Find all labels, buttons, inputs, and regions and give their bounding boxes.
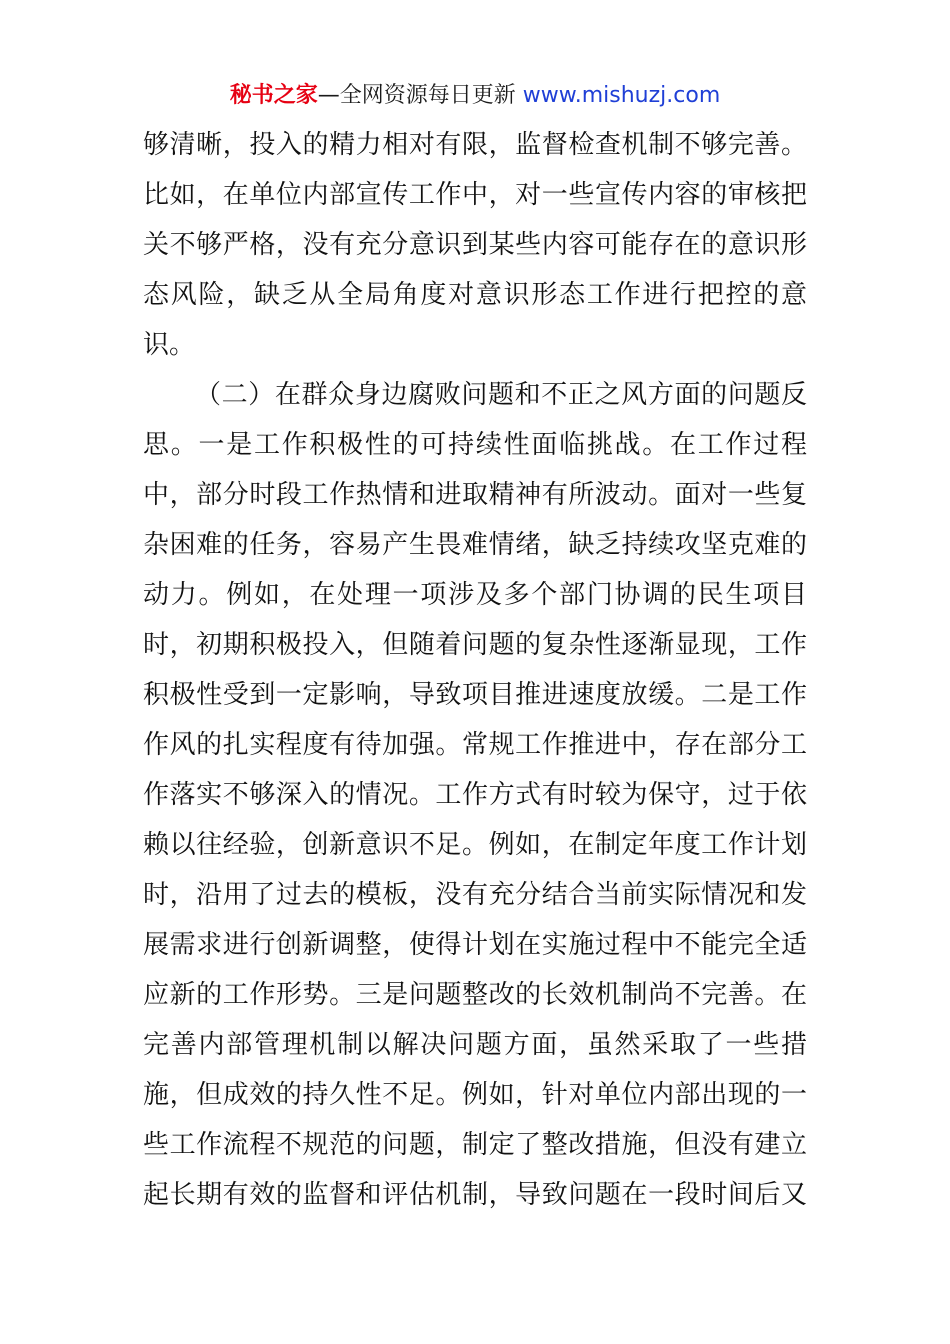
site-url-link[interactable]: www.mishuzj.com — [522, 83, 721, 108]
text-line: 中，部分时段工作热情和进取精神有所波动。面对一些复 — [143, 480, 807, 510]
text-line: 时，沿用了过去的模板，没有充分结合当前实际情况和发 — [143, 880, 807, 910]
text-line: 些工作流程不规范的问题，制定了整改措施，但没有建立 — [143, 1130, 807, 1160]
site-header — [0, 80, 950, 112]
text-line: 时，初期积极投入，但随着问题的复杂性逐渐显现，工作 — [143, 630, 807, 660]
section-heading-line: （二）在群众身边腐败问题和不正之风方面的问题反 — [195, 380, 807, 410]
text-line: 比如，在单位内部宣传工作中，对一些宣传内容的审核把 — [143, 180, 807, 210]
text-line: 思。一是工作积极性的可持续性面临挑战。在工作过程 — [143, 430, 807, 460]
text-line: 起长期有效的监督和评估机制，导致问题在一段时间后又 — [143, 1180, 807, 1210]
text-line: 动力。例如，在处理一项涉及多个部门协调的民生项目 — [143, 580, 807, 610]
document-body — [143, 120, 807, 1220]
text-line: 完善内部管理机制以解决问题方面，虽然采取了一些措 — [143, 1030, 807, 1060]
text-line: 作风的扎实程度有待加强。常规工作推进中，存在部分工 — [143, 730, 807, 760]
site-brand: 秘书之家 — [229, 83, 318, 108]
text-line: 赖以往经验，创新意识不足。例如，在制定年度工作计划 — [143, 830, 807, 860]
text-line: 够清晰，投入的精力相对有限，监督检查机制不够完善。 — [143, 130, 807, 160]
text-line: 杂困难的任务，容易产生畏难情绪，缺乏持续攻坚克难的 — [143, 530, 807, 560]
text-line: 施，但成效的持久性不足。例如，针对单位内部出现的一 — [143, 1080, 807, 1110]
text-line: 关不够严格，没有充分意识到某些内容可能存在的意识形 — [143, 230, 807, 260]
text-line: 积极性受到一定影响，导致项目推进速度放缓。二是工作 — [143, 680, 807, 710]
text-line: 应新的工作形势。三是问题整改的长效机制尚不完善。在 — [143, 980, 807, 1010]
text-line: 展需求进行创新调整，使得计划在实施过程中不能完全适 — [143, 930, 807, 960]
text-line: 态风险，缺乏从全局角度对意识形态工作进行把控的意 — [143, 280, 807, 310]
text-line: 识。 — [143, 330, 196, 360]
site-tagline: —全网资源每日更新 — [317, 83, 516, 108]
text-line: 作落实不够深入的情况。工作方式有时较为保守，过于依 — [143, 780, 807, 810]
